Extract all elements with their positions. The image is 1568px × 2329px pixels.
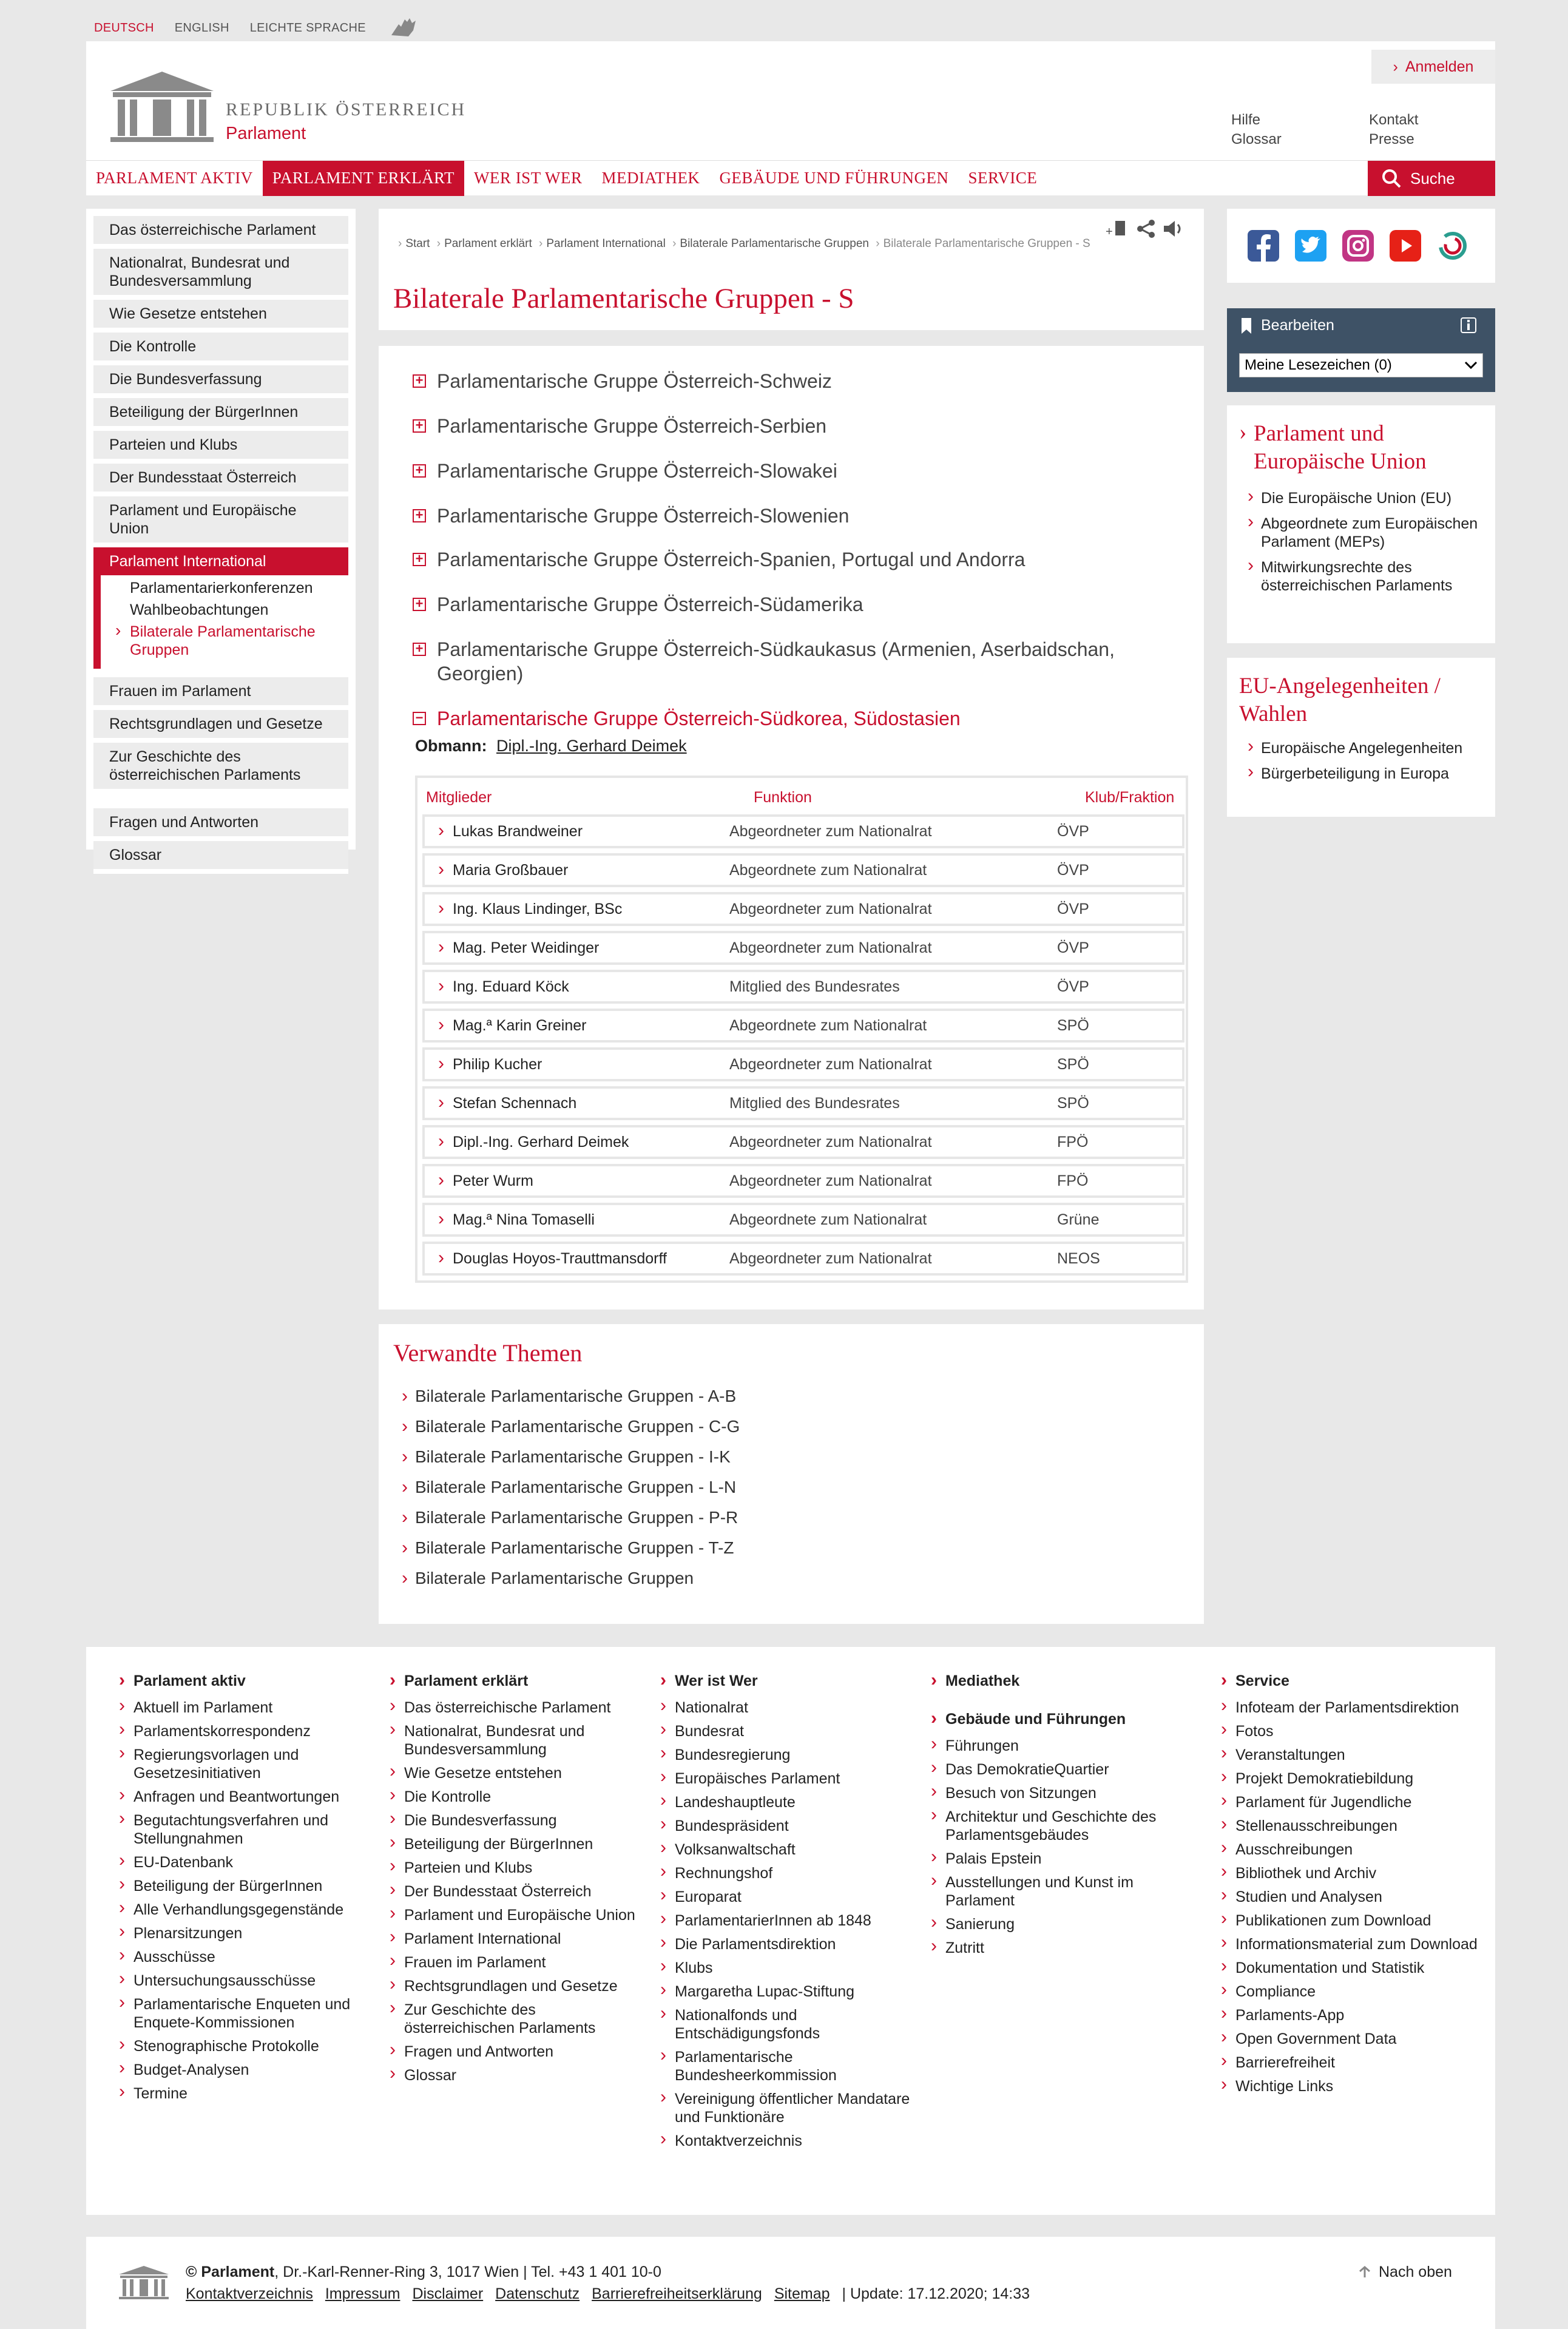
footer-link[interactable]: › Beteiligung der BürgerInnen (381, 1835, 648, 1853)
footer-link[interactable]: › Nationalrat, Bundesrat und Bundesversammlung (381, 1722, 648, 1759)
footer-link[interactable]: › Führungen (922, 1737, 1189, 1755)
footer-link[interactable]: › Fragen und Antworten (381, 2043, 648, 2061)
sidebar-item[interactable]: Die Kontrolle (93, 333, 348, 365)
footer-link[interactable]: › Ausstellungen und Kunst im Parlament (922, 1873, 1189, 1910)
brand-title: REPUBLIK ÖSTERREICH (226, 100, 467, 120)
nav-parlament-erklaert[interactable]: PARLAMENT ERKLÄRT (263, 161, 464, 196)
twitter-icon[interactable] (1295, 230, 1326, 262)
update-text: | Update: 17.12.2020; 14:33 (842, 2285, 1030, 2302)
collapse-minus-icon: − (413, 712, 426, 725)
nav-wer-ist-wer[interactable]: WER IST WER (473, 169, 583, 187)
member-club: ÖVP (1057, 900, 1089, 918)
footer-link[interactable]: › Aktuell im Parlament (110, 1699, 377, 1717)
eu-link[interactable]: › Mitwirkungsrechte des österreichischen Parlaments (1239, 558, 1483, 595)
related-link[interactable]: › Bilaterale Parlamentarische Gruppen - I-K (402, 1447, 731, 1467)
search-label: Suche (1410, 169, 1455, 188)
table-header (426, 784, 1184, 811)
accordion-label: Parlamentarische Gruppe Österreich-Serbien (437, 415, 827, 437)
table-row[interactable] (422, 1203, 1184, 1237)
footer-link[interactable]: › Rechtsgrundlagen und Gesetze (381, 1977, 648, 1995)
address-text: , Dr.-Karl-Renner-Ring 3, 1017 Wien | Tel. +43 1 401 10-0 (274, 2263, 661, 2280)
social-bar (1227, 209, 1495, 283)
eu-link[interactable]: › Abgeordnete zum Europäischen Parlament (MEPs) (1239, 515, 1483, 551)
sidebar-item-active[interactable]: Parlament International (93, 547, 348, 575)
table-row[interactable] (422, 1164, 1184, 1198)
member-club: ÖVP (1057, 822, 1089, 840)
help-link[interactable]: Hilfe (1231, 112, 1261, 128)
sidebar-subitem[interactable]: Parlamentarierkonferenzen (130, 580, 313, 597)
related-link[interactable]: › Bilaterale Parlamentarische Gruppen - P-R (402, 1507, 738, 1528)
eu-box-title[interactable] (1239, 420, 1483, 476)
sidebar-item[interactable]: Das österreichische Parlament (93, 216, 348, 249)
brand-subtitle: Parlament (226, 124, 306, 143)
nav-service[interactable]: SERVICE (968, 169, 1038, 187)
footer-legal-link[interactable]: Sitemap (774, 2285, 830, 2302)
footer-link[interactable]: › Landeshauptleute (652, 1793, 919, 1811)
footer-link[interactable]: › Klubs (652, 1959, 919, 1977)
footer-link[interactable]: › Parteien und Klubs (381, 1859, 648, 1877)
accordion-label: Parlamentarische Gruppe Österreich-Slowakei (437, 460, 837, 482)
sidebar-item[interactable]: Zur Geschichte des österreichischen Parlaments (93, 743, 348, 794)
footer-link[interactable]: › Stellenausschreibungen (1212, 1817, 1479, 1835)
footer-link[interactable]: › Die Parlamentsdirektion (652, 1935, 919, 1953)
member-function: Abgeordneter zum Nationalrat (729, 900, 932, 918)
member-function: Abgeordneter zum Nationalrat (729, 1249, 932, 1267)
chevron-right-icon: › (1239, 420, 1247, 445)
glossary-link[interactable]: Glossar (1231, 131, 1282, 147)
eu-affairs-title[interactable]: EU-Angelegenheiten / Wahlen (1239, 674, 1441, 726)
related-link[interactable]: › Bilaterale Parlamentarische Gruppen - T-Z (402, 1538, 734, 1558)
footer-link[interactable]: › Projekt Demokratiebildung (1212, 1770, 1479, 1788)
footer-link[interactable]: › Parlamentskorrespondenz (110, 1722, 377, 1740)
footer-link[interactable]: › Wichtige Links (1212, 2077, 1479, 2095)
member-function: Abgeordneter zum Nationalrat (729, 1133, 932, 1151)
member-function: Abgeordneter zum Nationalrat (729, 939, 932, 956)
footer-link[interactable]: › Bundespräsident (652, 1817, 919, 1835)
member-name[interactable]: › Lukas Brandweiner (425, 823, 729, 840)
edit-link[interactable]: Bearbeiten (1261, 317, 1334, 334)
table-row[interactable] (422, 814, 1184, 848)
sidebar-item[interactable]: Beteiligung der BürgerInnen (93, 398, 348, 431)
sidebar-item[interactable]: Wie Gesetze entstehen (93, 300, 348, 333)
accordion-item[interactable] (413, 547, 1025, 572)
footer-link[interactable]: › Parlamentarische Enqueten und Enquete-Kommissionen (110, 1995, 377, 2032)
bookmarks-select[interactable] (1239, 353, 1483, 377)
footer-link[interactable]: › Zur Geschichte des österreichischen Parlaments (381, 2001, 648, 2037)
member-name[interactable]: › Douglas Hoyos-Trauttmansdorff (425, 1250, 729, 1268)
bookmark-add-icon[interactable] (1104, 218, 1130, 239)
copyright-line (186, 2263, 661, 2281)
accordion-item[interactable] (413, 369, 832, 393)
info-icon[interactable] (1460, 317, 1477, 334)
sidebar-item[interactable]: Rechtsgrundlagen und Gesetze (93, 710, 348, 743)
parliament-small-logo-icon[interactable] (117, 2263, 171, 2300)
footer-link[interactable]: › Zutritt (922, 1939, 1189, 1957)
footer-link[interactable]: › Infoteam der Parlamentsdirektion (1212, 1699, 1479, 1717)
footer-link[interactable]: › Beteiligung der BürgerInnen (110, 1877, 377, 1895)
sidebar-item[interactable]: Parteien und Klubs (93, 431, 348, 464)
chevron-right-icon: › (1393, 58, 1398, 75)
footer-link[interactable]: › Regierungsvorlagen und Gesetzesinitiativen (110, 1746, 377, 1782)
nav-gebaeude[interactable]: GEBÄUDE UND FÜHRUNGEN (719, 169, 949, 187)
footer-link[interactable]: › Palais Epstein (922, 1850, 1189, 1868)
member-name[interactable]: › Ing. Klaus Lindinger, BSc (425, 901, 729, 918)
accordion-label: Parlamentarische Gruppe Österreich-Südkaukasus (Armenien, Aserbaidschan, Georgien) (437, 638, 1115, 685)
footer-legal-link[interactable]: Datenschutz (495, 2285, 580, 2302)
member-function: Abgeordnete zum Nationalrat (729, 1211, 927, 1228)
footer-link[interactable]: › Die Bundesverfassung (381, 1811, 648, 1830)
footer-link[interactable]: › Bundesrat (652, 1722, 919, 1740)
footer-link[interactable]: › ParlamentarierInnen ab 1848 (652, 1912, 919, 1930)
login-button[interactable] (1371, 50, 1495, 84)
app-icon[interactable] (1437, 230, 1468, 262)
expand-plus-icon: + (413, 643, 426, 656)
member-club: FPÖ (1057, 1133, 1089, 1151)
eu-link[interactable]: › Die Europäische Union (EU) (1239, 489, 1483, 507)
footer-link[interactable]: › Veranstaltungen (1212, 1746, 1479, 1764)
column-header[interactable]: Funktion (754, 788, 812, 806)
footer-link[interactable]: › Parlament International (381, 1930, 648, 1948)
member-function: Abgeordneter zum Nationalrat (729, 1172, 932, 1189)
column-header[interactable]: Klub/Fraktion (1085, 788, 1175, 806)
footer-link[interactable]: › Informationsmaterial zum Download (1212, 1935, 1479, 1953)
footer-link[interactable]: › Vereinigung öffentlicher Mandatare und Funktionäre (652, 2090, 919, 2126)
facebook-icon[interactable] (1248, 230, 1279, 262)
svg-text:+: + (1106, 225, 1113, 238)
footer-link[interactable]: › Rechnungshof (652, 1864, 919, 1882)
site-header (86, 41, 1495, 195)
sidebar-subitem-current[interactable]: › Bilaterale Parlamentarische Gruppen (130, 623, 348, 659)
footer-link[interactable]: › Das österreichische Parlament (381, 1699, 648, 1717)
main-navigation (86, 160, 1495, 195)
footer-heading[interactable]: › Parlament erklärt (381, 1672, 648, 1690)
footer-heading[interactable]: › Parlament aktiv (110, 1672, 377, 1690)
eu-box (1227, 405, 1495, 643)
footer-link[interactable]: › Besuch von Sitzungen (922, 1784, 1189, 1802)
member-name[interactable]: › Mag. Peter Weidinger (425, 939, 729, 957)
table-row[interactable] (422, 892, 1184, 926)
expand-plus-icon: + (413, 419, 426, 433)
footer-link[interactable]: › Studien und Analysen (1212, 1888, 1479, 1906)
related-link[interactable]: › Bilaterale Parlamentarische Gruppen - L-N (402, 1477, 736, 1498)
footer-link[interactable]: › Bibliothek und Archiv (1212, 1864, 1479, 1882)
table-row[interactable] (422, 1086, 1184, 1120)
member-name[interactable]: › Stefan Schennach (425, 1095, 729, 1112)
member-name[interactable]: › Mag.ª Karin Greiner (425, 1017, 729, 1035)
footer-link[interactable]: › Plenarsitzungen (110, 1924, 377, 1942)
member-club: ÖVP (1057, 939, 1089, 956)
lang-easy-link[interactable]: LEICHTE SPRACHE (249, 21, 366, 35)
member-name[interactable]: › Ing. Eduard Köck (425, 978, 729, 996)
member-function: Abgeordneter zum Nationalrat (729, 1055, 932, 1073)
expand-plus-icon: + (413, 509, 426, 522)
accordion-item-open[interactable] (413, 706, 961, 731)
sidebar-subitem[interactable]: Wahlbeobachtungen (130, 601, 269, 618)
related-link[interactable]: › Bilaterale Parlamentarische Gruppen - C-G (402, 1416, 740, 1437)
bookmarks-select-value: Meine Lesezeichen (0) (1245, 357, 1392, 373)
footer-link[interactable]: › EU-Datenbank (110, 1853, 377, 1871)
footer-column-mediathek (922, 1672, 1189, 1962)
footer-legal-link[interactable]: Kontaktverzeichnis (186, 2285, 313, 2302)
table-row[interactable] (422, 1047, 1184, 1081)
expand-plus-icon: + (413, 464, 426, 478)
parliament-logo-icon[interactable] (104, 66, 220, 144)
related-link[interactable]: › Bilaterale Parlamentarische Gruppen (402, 1568, 694, 1589)
footer-link[interactable]: › Compliance (1212, 1983, 1479, 2001)
instagram-icon[interactable] (1342, 230, 1374, 262)
nav-mediathek[interactable]: MEDIATHEK (601, 169, 700, 187)
member-function: Abgeordnete zum Nationalrat (729, 861, 927, 879)
member-club: SPÖ (1057, 1094, 1089, 1112)
related-link[interactable]: › Bilaterale Parlamentarische Gruppen - A-B (402, 1386, 736, 1407)
accordion-label: Parlamentarische Gruppe Österreich-Südkorea, Südostasien (437, 708, 961, 729)
member-function: Mitglied des Bundesrates (729, 1094, 900, 1112)
member-club: NEOS (1057, 1249, 1100, 1267)
login-label: Anmelden (1405, 58, 1474, 75)
youtube-icon[interactable] (1390, 230, 1421, 262)
search-icon (1381, 168, 1402, 189)
footer-link[interactable]: › Sanierung (922, 1915, 1189, 1933)
footer-link[interactable]: › Fotos (1212, 1722, 1479, 1740)
accordion-item[interactable] (413, 592, 863, 617)
footer-heading[interactable]: › Wer ist Wer (652, 1672, 919, 1690)
footer-column-wer-ist-wer (652, 1672, 919, 2155)
share-icon[interactable] (1136, 218, 1157, 239)
eu-box-title-text: Parlament und Europäische Union (1254, 421, 1427, 474)
footer-link[interactable]: › Termine (110, 2084, 377, 2103)
sidebar-navigation (86, 209, 356, 864)
footer (86, 1647, 1495, 2215)
accordion-item[interactable] (413, 637, 1177, 686)
footer-legal-link[interactable]: Disclaimer (412, 2285, 484, 2302)
footer-link[interactable]: › Margaretha Lupac-Stiftung (652, 1983, 919, 2001)
footer-legal-link[interactable]: Impressum (325, 2285, 400, 2302)
accordion-label: Parlamentarische Gruppe Österreich-Schweiz (437, 370, 832, 392)
nav-parlament-aktiv[interactable]: PARLAMENT AKTIV (96, 169, 253, 187)
footer-link[interactable]: › Stenographische Protokolle (110, 2037, 377, 2055)
table-row[interactable] (422, 853, 1184, 887)
table-row[interactable] (422, 931, 1184, 965)
breadcrumb-current: Bilaterale Parlamentarische Gruppen - S (883, 237, 1090, 250)
back-to-top-label: Nach oben (1379, 2263, 1452, 2280)
footer-link[interactable]: › Parlament und Europäische Union (381, 1906, 648, 1924)
footer-link[interactable]: › Das DemokratieQuartier (922, 1760, 1189, 1779)
contact-link[interactable]: Kontakt (1369, 112, 1419, 128)
member-name[interactable]: › Philip Kucher (425, 1056, 729, 1073)
sidebar-item[interactable]: Fragen und Antworten (93, 808, 348, 841)
page-title: Bilaterale Parlamentarische Gruppen - S (393, 283, 854, 314)
eu-affairs-box (1227, 658, 1495, 817)
footer-link[interactable]: › Publikationen zum Download (1212, 1912, 1479, 1930)
press-link[interactable]: Presse (1369, 131, 1414, 147)
table-row[interactable] (422, 1242, 1184, 1276)
breadcrumb-link[interactable]: Bilaterale Parlamentarische Gruppen (680, 237, 869, 250)
sidebar-item[interactable]: Nationalrat, Bundesrat und Bundesversammlung (93, 249, 348, 300)
footer-link[interactable]: › Wie Gesetze entstehen (381, 1764, 648, 1782)
footer-link[interactable]: › Die Kontrolle (381, 1788, 648, 1806)
accordion-item[interactable] (413, 414, 826, 438)
footer-link[interactable]: › Parlaments-App (1212, 2006, 1479, 2024)
read-aloud-icon[interactable] (1163, 218, 1186, 239)
member-function: Abgeordneter zum Nationalrat (729, 822, 932, 840)
column-header[interactable]: Mitglieder (426, 788, 492, 806)
member-name[interactable]: › Maria Großbauer (425, 862, 729, 879)
member-club: Grüne (1057, 1211, 1100, 1228)
footer-legal-link[interactable]: Barrierefreiheitserklärung (592, 2285, 762, 2302)
member-club: FPÖ (1057, 1172, 1089, 1189)
footer-link[interactable]: › Volksanwaltschaft (652, 1841, 919, 1859)
sidebar-item[interactable]: Die Bundesverfassung (93, 365, 348, 398)
chair-line (415, 737, 687, 755)
sidebar-item[interactable]: Glossar (93, 841, 348, 874)
breadcrumb-link[interactable]: Parlament erklärt (444, 237, 532, 250)
sidebar-item[interactable]: Frauen im Parlament (93, 677, 348, 710)
expand-plus-icon: + (413, 374, 426, 388)
footer-link[interactable]: › Bundesregierung (652, 1746, 919, 1764)
bookmarks-widget (1227, 308, 1495, 392)
footer-link[interactable]: › Ausschüsse (110, 1948, 377, 1966)
lang-english-link[interactable]: ENGLISH (174, 21, 229, 35)
footer-heading[interactable]: › Gebäude und Führungen (922, 1711, 1189, 1728)
expand-plus-icon: + (413, 598, 426, 611)
search-button[interactable] (1368, 161, 1495, 196)
accordion-label: Parlamentarische Gruppe Österreich-Spanien, Portugal und Andorra (437, 549, 1026, 570)
sidebar-submenu (93, 575, 348, 669)
accordion-item[interactable] (413, 504, 849, 528)
table-row[interactable] (422, 970, 1184, 1004)
accordion-label: Parlamentarische Gruppe Österreich-Slowenien (437, 505, 850, 527)
breadcrumb: › Start › Parlament erklärt › Parlament International › Bilaterale Parlamentarische Gruppen › Bilaterale Parlamentarische Gruppen - S (398, 237, 1090, 250)
footer-link[interactable]: › Kontaktverzeichnis (652, 2132, 919, 2150)
footer-column-parlament-aktiv (110, 1672, 377, 2108)
footer-link[interactable]: › Nationalfonds und Entschädigungsfonds (652, 2006, 919, 2043)
member-club: SPÖ (1057, 1055, 1089, 1073)
footer-link[interactable]: › Der Bundesstaat Österreich (381, 1882, 648, 1901)
footer-link[interactable]: › Architektur und Geschichte des Parlamentsgebäudes (922, 1808, 1189, 1844)
footer-link[interactable]: › Europarat (652, 1888, 919, 1906)
bottom-bar (86, 2237, 1495, 2329)
footer-link[interactable]: › Parlament für Jugendliche (1212, 1793, 1479, 1811)
footer-column-service (1212, 1672, 1479, 2101)
footer-link[interactable]: › Alle Verhandlungsgegenstände (110, 1901, 377, 1919)
member-club: ÖVP (1057, 861, 1089, 879)
footer-link[interactable]: › Europäisches Parlament (652, 1770, 919, 1788)
footer-link[interactable]: › Nationalrat (652, 1699, 919, 1717)
footer-heading[interactable]: › Service (1212, 1672, 1479, 1690)
member-function: Abgeordnete zum Nationalrat (729, 1016, 927, 1034)
chevron-down-icon (1464, 361, 1478, 370)
chair-name-link[interactable]: Dipl.-Ing. Gerhard Deimek (496, 737, 687, 755)
footer-column-parlament-erklaert (381, 1672, 648, 2090)
member-function: Mitglied des Bundesrates (729, 978, 900, 995)
member-club: ÖVP (1057, 978, 1089, 995)
legal-links (186, 2285, 1030, 2303)
language-bar (94, 16, 421, 40)
arrow-up-icon (1358, 2265, 1371, 2280)
copyright-label: © Parlament (186, 2263, 275, 2280)
member-name[interactable]: › Peter Wurm (425, 1172, 729, 1190)
footer-heading[interactable]: › Mediathek (922, 1672, 1189, 1690)
footer-link[interactable]: › Glossar (381, 2066, 648, 2084)
table-row[interactable] (422, 1009, 1184, 1043)
sidebar-item[interactable]: Parlament und Europäische Union (93, 496, 348, 547)
back-to-top-link[interactable] (1358, 2263, 1452, 2281)
sidebar-item[interactable]: Der Bundesstaat Österreich (93, 464, 348, 496)
related-title: Verwandte Themen (393, 1339, 583, 1367)
breadcrumb-link[interactable]: Parlament International (546, 237, 666, 250)
footer-link[interactable]: › Parlamentarische Bundesheerkommission (652, 2048, 919, 2084)
footer-link[interactable]: › Ausschreibungen (1212, 1841, 1479, 1859)
sign-language-icon[interactable] (387, 16, 421, 40)
footer-link[interactable]: › Open Government Data (1212, 2030, 1479, 2048)
footer-link[interactable]: › Frauen im Parlament (381, 1953, 648, 1972)
accordion-item[interactable] (413, 459, 837, 483)
footer-link[interactable]: › Budget-Analysen (110, 2061, 377, 2079)
footer-link[interactable]: › Begutachtungsverfahren und Stellungnahmen (110, 1811, 377, 1848)
members-table (415, 776, 1188, 1283)
member-name[interactable]: › Dipl.-Ing. Gerhard Deimek (425, 1134, 729, 1151)
footer-link[interactable]: › Untersuchungsausschüsse (110, 1972, 377, 1990)
accordion-label: Parlamentarische Gruppe Österreich-Südamerika (437, 593, 863, 615)
footer-link[interactable]: › Anfragen und Beantwortungen (110, 1788, 377, 1806)
breadcrumb-link[interactable]: Start (405, 237, 430, 250)
eu-affairs-link[interactable]: › Europäische Angelegenheiten (1239, 739, 1483, 757)
member-name[interactable]: › Mag.ª Nina Tomaselli (425, 1211, 729, 1229)
footer-link[interactable]: › Barrierefreiheit (1212, 2054, 1479, 2072)
eu-affairs-link[interactable]: › Bürgerbeteiligung in Europa (1239, 765, 1483, 783)
chair-label: Obmann: (415, 737, 487, 755)
bookmark-icon (1239, 317, 1254, 335)
member-club: SPÖ (1057, 1016, 1089, 1034)
lang-german-link[interactable]: DEUTSCH (94, 21, 154, 35)
expand-plus-icon: + (413, 553, 426, 566)
footer-link[interactable]: › Dokumentation und Statistik (1212, 1959, 1479, 1977)
table-row[interactable] (422, 1125, 1184, 1159)
